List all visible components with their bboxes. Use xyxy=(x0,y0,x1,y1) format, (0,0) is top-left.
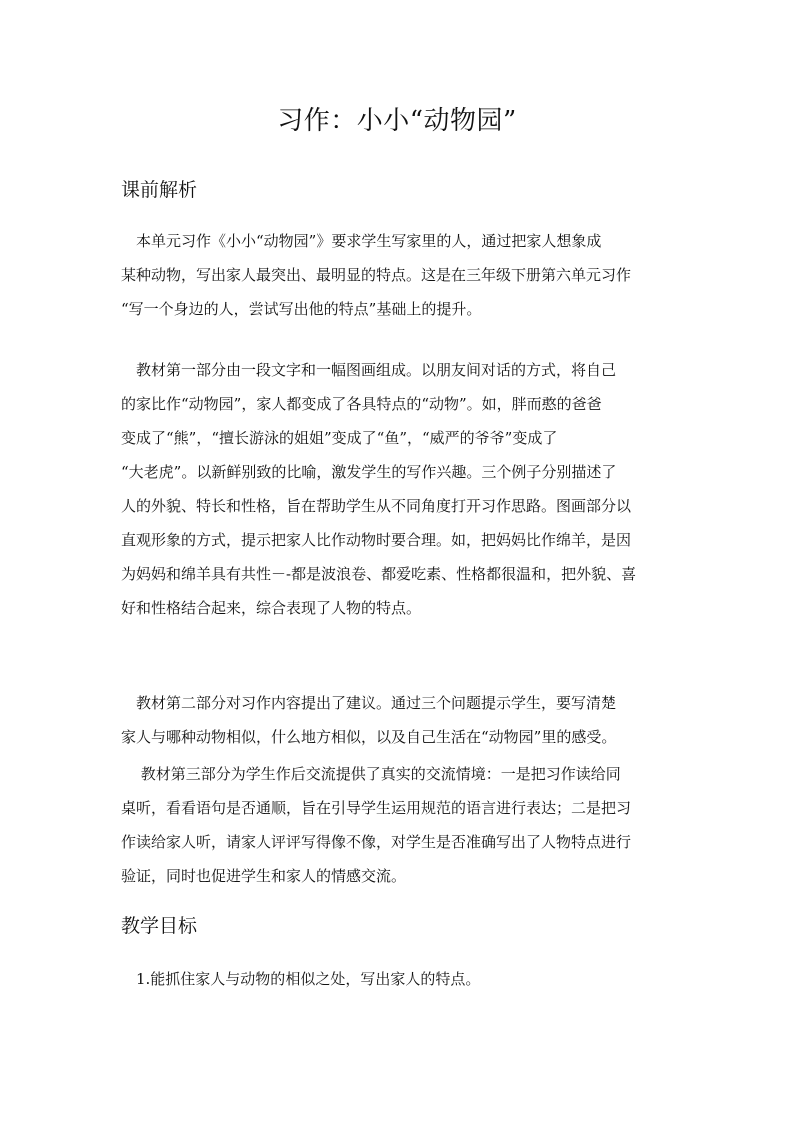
paragraph-line: 作读给家人听，请家人评评写得像不像，对学生是否准确写出了人物特点进行 xyxy=(121,833,632,851)
paragraph-line: 的家比作“动物园”，家人都变成了各具特点的“动物”。如，胖而憨的爸爸 xyxy=(121,395,602,413)
paragraph-part-three xyxy=(121,757,677,893)
paragraph-intro xyxy=(121,224,677,326)
paragraph-part-two xyxy=(121,686,677,754)
paragraph-line: 教材第三部分为学生作后交流提供了真实的交流情境：一是把习作读给同 xyxy=(121,765,621,783)
paragraph-line: 好和性格结合起来，综合表现了人物的特点。 xyxy=(121,599,422,617)
paragraph-line: 人的外貌、特长和性格，旨在帮助学生从不同角度打开习作思路。图画部分以 xyxy=(121,497,632,515)
paragraph-line: “写一个身边的人，尝试写出他的特点”基础上的提升。 xyxy=(121,300,482,318)
section-heading-pre-class-analysis: 课前解析 xyxy=(121,179,198,201)
paragraph-line: 教材第二部分对习作内容提出了建议。通过三个问题提示学生，要写清楚 xyxy=(121,694,617,712)
paragraph-line: 家人与哪种动物相似，什么地方相似，以及自己生活在“动物园”里的感受。 xyxy=(121,728,617,746)
paragraph-line: 1.能抓住家人与动物的相似之处，写出家人的特点。 xyxy=(121,970,481,988)
paragraph-line: 本单元习作《小小“动物园”》要求学生写家里的人，通过把家人想象成 xyxy=(121,232,602,250)
paragraph-line: 直观形象的方式，提示把家人比作动物时要合理。如，把妈妈比作绵羊，是因 xyxy=(121,531,632,549)
paragraph-line: 验证，同时也促进学生和家人的情感交流。 xyxy=(121,867,407,885)
paragraph-line: 桌听，看看语句是否通顺，旨在引导学生运用规范的语言进行表达；二是把习 xyxy=(121,799,632,817)
paragraph-line: 变成了“熊”，“擅长游泳的姐姐”变成了“鱼”，“威严的爷爷”变成了 xyxy=(121,429,558,447)
paragraph-line: 教材第一部分由一段文字和一幅图画组成。以朋友间对话的方式，将自己 xyxy=(121,361,617,379)
paragraph-line: 为妈妈和绵羊具有共性－-都是波浪卷、都爱吃素、性格都很温和，把外貌、喜 xyxy=(121,565,637,583)
section-heading-teaching-objectives: 教学目标 xyxy=(121,915,198,937)
paragraph-part-one xyxy=(121,353,677,659)
document-title: 习作：小小“动物园” xyxy=(277,106,517,136)
paragraph-line: “大老虎”。以新鲜别致的比喻，激发学生的写作兴趣。三个例子分别描述了 xyxy=(121,463,617,481)
paragraph-line: 某种动物，写出家人最突出、最明显的特点。这是在三年级下册第六单元习作 xyxy=(121,266,632,284)
paragraph-line xyxy=(121,625,677,659)
paragraph-objective-1 xyxy=(121,962,677,996)
